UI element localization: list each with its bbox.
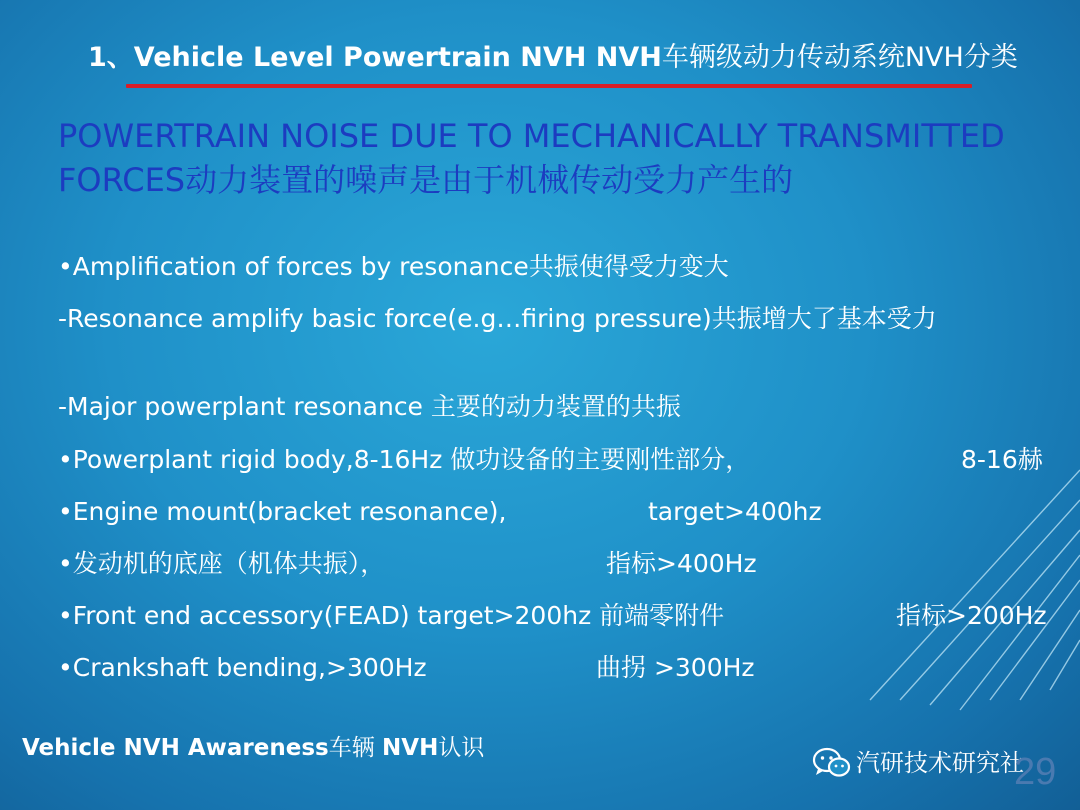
- bullet-text: -Major powerplant resonance 主要的动力装置的共振: [58, 392, 681, 421]
- page-number: 29: [1014, 751, 1057, 793]
- bullet-text: •发动机的底座（机体共振），: [58, 549, 386, 578]
- bullet-text: •Engine mount(bracket resonance),: [58, 497, 507, 526]
- title-underline: [126, 84, 972, 88]
- slide-title: [88, 40, 1068, 76]
- bullet-text: -Resonance amplify basic force(e.g…firing pressure)共振增大了基本受力: [58, 304, 937, 333]
- footer-bold2: NVH: [382, 735, 439, 761]
- bullet-text: •Amplification of forces by resonance共振使得受力变大: [58, 252, 729, 281]
- bullet-value: target>400hz: [648, 497, 822, 526]
- bullet-text: •Powerplant rigid body,8-16Hz 做功设备的主要刚性部分，: [58, 445, 751, 474]
- bullet-value: 曲拐 >300Hz: [596, 653, 755, 682]
- bullet-text: •Crankshaft bending,>300Hz: [58, 653, 427, 682]
- wechat-account-name: 汽研技术研究社: [856, 749, 1024, 777]
- title-bold: 1、Vehicle Level Powertrain NVH NVH: [88, 42, 662, 73]
- bullet-value: 8-16赫: [961, 445, 1043, 474]
- section-heading: [58, 114, 1058, 202]
- bullet-line: [58, 300, 1068, 338]
- heading-cn: 动力装置的噪声是由于机械传动受力产生的: [185, 161, 794, 199]
- footer-bold: Vehicle NVH Awareness: [22, 735, 329, 761]
- footer-mid: 车辆: [328, 735, 383, 761]
- footer-end: 认识: [438, 735, 485, 761]
- footer-label: [22, 732, 484, 764]
- bullet-value: 指标>400Hz: [606, 549, 757, 578]
- bullet-value: 指标>200Hz: [896, 601, 1047, 630]
- wechat-icon: [812, 746, 852, 780]
- title-rest: 车辆级动力传动系统NVH分类: [661, 42, 1018, 73]
- bullet-text: •Front end accessory(FEAD) target>200hz 前端零附件: [58, 601, 725, 630]
- heading-en: POWERTRAIN NOISE DUE TO MECHANICALLY TRANSMITTED FORCES: [58, 117, 1005, 199]
